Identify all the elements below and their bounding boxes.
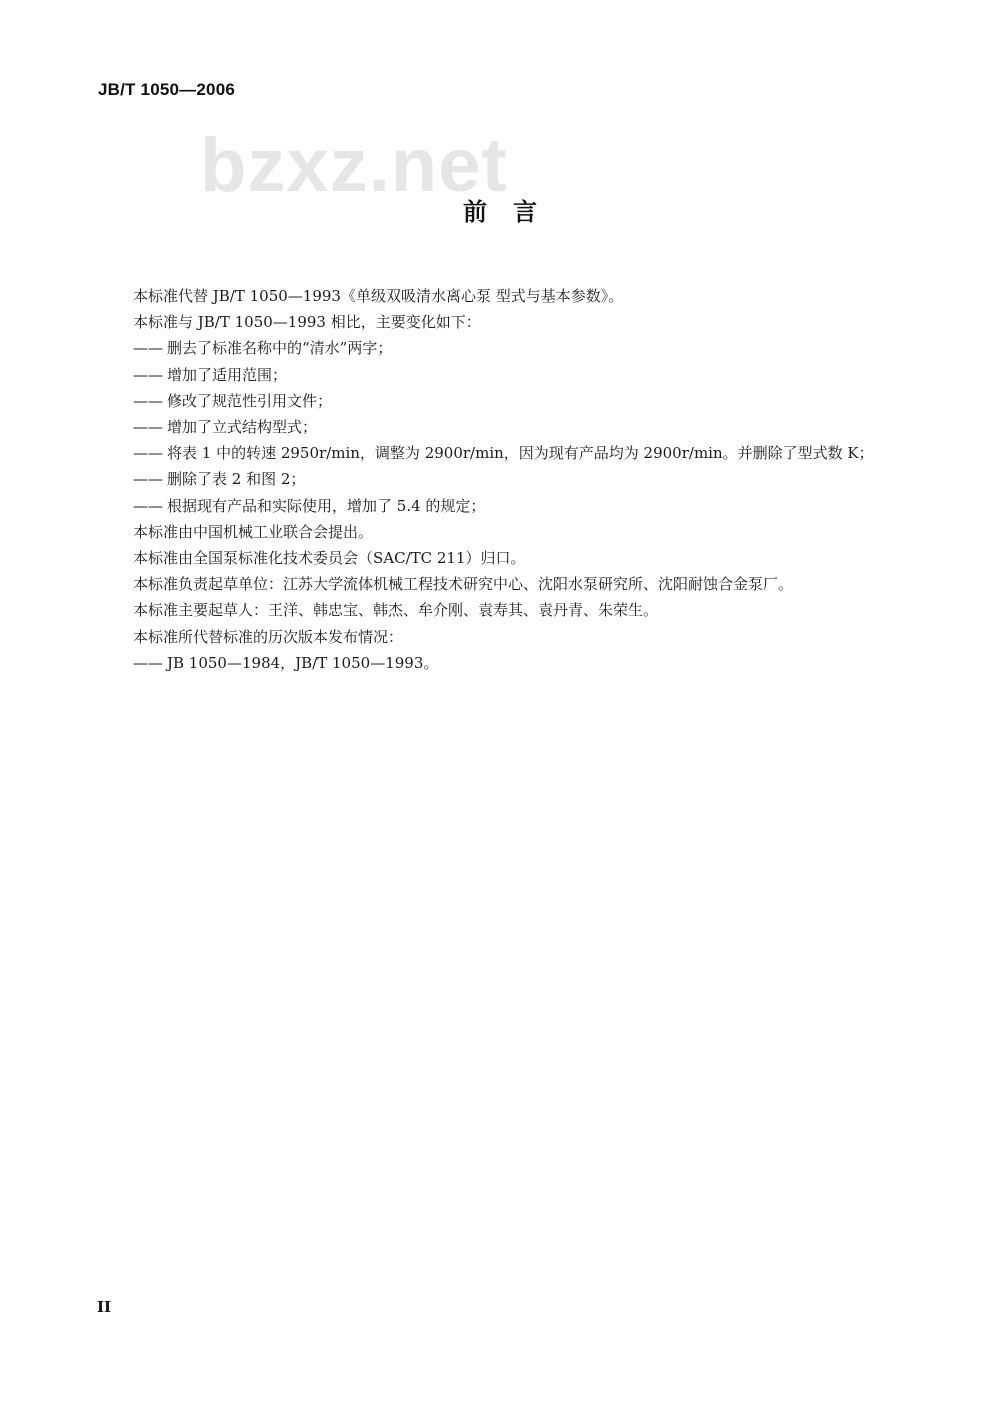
foreword-body — [133, 283, 913, 676]
history-item-text: JB 1050—1984，JB/T 1050—1993。 — [167, 653, 439, 672]
dash-marker: —— — [133, 391, 163, 410]
change-item-text: 修改了规范性引用文件； — [167, 391, 333, 410]
paragraph-centralized-by: 本标准由全国泵标准化技术委员会（SAC/TC 211）归口。 — [133, 549, 526, 568]
change-item — [133, 362, 913, 388]
dash-marker: —— — [133, 418, 163, 437]
change-item — [133, 440, 913, 466]
paragraph-proposed-by: 本标准由中国机械工业联合会提出。 — [133, 522, 374, 541]
paragraph-changes-intro: 本标准与 JB/T 1050—1993 相比，主要变化如下： — [133, 313, 481, 332]
page-title: 前言 — [463, 198, 563, 226]
standard-number: JB/T 1050—2006 — [98, 80, 235, 99]
dash-marker: —— — [133, 365, 163, 384]
dash-marker: —— — [133, 339, 163, 358]
dash-marker: —— — [133, 496, 163, 515]
change-item-text: 将表 1 中的转速 2950r/min，调整为 2900r/min，因为现有产品均为 2900r/min。并删除了型式数 K； — [167, 444, 874, 463]
change-item-text: 删除了表 2 和图 2； — [167, 470, 306, 489]
change-item — [133, 388, 913, 414]
paragraph-history-intro: 本标准所代替标准的历次版本发布情况： — [133, 627, 404, 646]
change-item — [133, 466, 913, 492]
change-item — [133, 414, 913, 440]
history-item — [133, 650, 913, 676]
change-item-text: 增加了适用范围； — [167, 365, 288, 384]
page-number: II — [97, 1298, 112, 1316]
dash-marker: —— — [133, 444, 163, 463]
change-item — [133, 493, 913, 519]
paragraph-replaces: 本标准代替 JB/T 1050—1993《单级双吸清水离心泵 型式与基本参数》。 — [133, 287, 624, 305]
dash-marker: —— — [133, 653, 163, 672]
change-item-text: 根据现有产品和实际使用，增加了 5.4 的规定； — [167, 496, 486, 515]
paragraph-drafting-units: 本标准负责起草单位：江苏大学流体机械工程技术研究中心、沈阳水泵研究所、沈阳耐蚀合金泵厂。 — [133, 575, 794, 594]
change-item-text: 增加了立式结构型式； — [167, 418, 318, 437]
paragraph-drafters: 本标准主要起草人：王洋、韩忠宝、韩杰、牟介刚、袁寿其、袁丹青、朱荣生。 — [133, 601, 659, 620]
change-item-text: 删去了标准名称中的“清水”两字； — [167, 339, 393, 358]
change-item — [133, 335, 913, 361]
watermark: bzxz.net — [200, 123, 508, 208]
dash-marker: —— — [133, 470, 163, 489]
